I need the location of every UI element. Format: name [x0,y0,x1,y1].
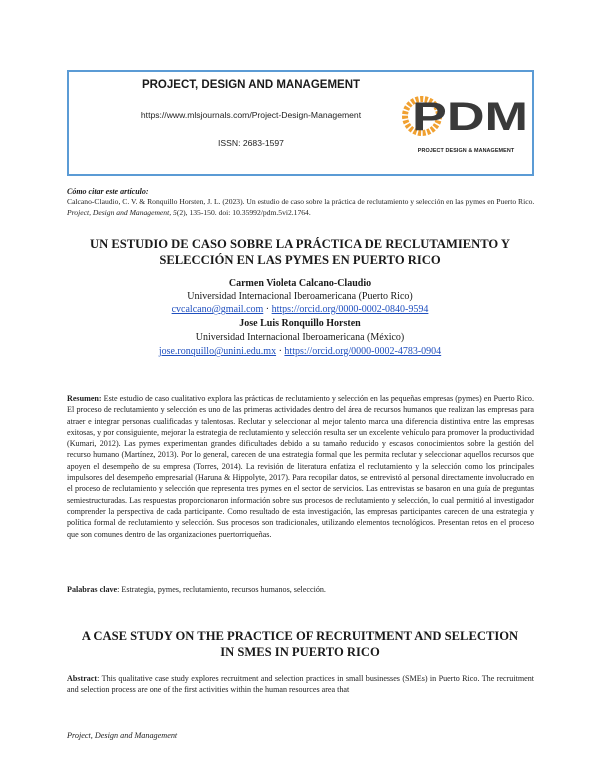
citation-journal: Project, Design and Management, 5 [67,208,177,217]
logo-tagline: PROJECT DESIGN & MANAGEMENT [417,148,515,154]
author-email-2[interactable]: jose.ronquillo@unini.edu.mx [158,346,277,357]
citation-text-a: Calcano-Claudio, C. V. & Ronquillo Horsten, J. L. (2023). Un estudio de caso sobre la práctica de reclutamiento y selección en las pymes en Puerto Rico. [67,197,535,206]
author-affiliation-1: Universidad Internacional Iberoamericana (Puerto Rico) [187,291,413,302]
journal-title: PROJECT, DESIGN AND MANAGEMENT [141,79,361,91]
author-links-1 [60,304,540,315]
keywords-label: Palabras clave [67,585,118,594]
author-email-1[interactable]: cvcalcano@gmail.com [171,304,264,315]
author-orcid-1[interactable]: https://orcid.org/0000-0002-0840-9594 [271,304,429,315]
author-affiliation-2: Universidad Internacional Iberoamericana (México) [195,332,405,343]
citation-text [67,196,535,218]
page-footer: Project, Design and Management [67,731,178,740]
author-separator-1: · [263,304,272,315]
author-name-1: Carmen Violeta Calcano-Claudio [228,278,372,289]
keywords [67,584,534,595]
author-name-2: Jose Luis Ronquillo Horsten [239,318,361,329]
logo-text: PDM [412,95,528,139]
citation-label: Cómo citar este artículo: [67,187,149,196]
author-orcid-2[interactable]: https://orcid.org/0000-0002-4783-0904 [284,346,442,357]
abstract-en [67,673,534,696]
article-title-es: UN ESTUDIO DE CASO SOBRE LA PRÁCTICA DE RECLUTAMIENTO Y SELECCIÓN EN LAS PYMES EN PUERTO RICO [90,237,510,267]
keywords-text: : Estrategia, pymes, reclutamiento, recursos humanos, selección. [117,585,326,594]
abstract-es [67,393,534,540]
citation-text-b: (2), 135-150. doi: 10.35992/pdm.5vi2.1764. [176,208,311,217]
abstract-es-label: Resumen: [67,394,102,403]
abstract-en-label: Abstract [67,674,98,683]
author-links-2 [60,346,540,357]
journal-issn: ISSN: 2683-1597 [218,138,284,148]
abstract-es-text: Este estudio de caso cualitativo explora las prácticas de reclutamiento y selección en las pequeñas empresas (pymes) en Puerto Rico. El proceso de reclutamiento y selección es uno de las primeras actividades dentro del área de recursos humanos que realizan las empresas para atraer e integrar personas cualificadas y talentosas. Reclutar y seleccionar al mejor talento marca una diferencia distintiva entre las empresas exitosas, y por consiguiente, mejorar la estrategia de reclutamiento y selección resulta ser un excelente vehículo para promover la productividad (Kumari, 2012). Las pymes experimentan grandes dificultades debido a su tamaño reducido y escasos conocimientos sobre la gestión del recurso humano (Martínez, 2013). Por lo general, carecen de una estrategia formal que les permita reclutar y seleccionar aquellos recursos que apoyen el desempeño de su empresa (Torres, 2014). La revisión de literatura enfatiza el reclutamiento y la selección como los principales impulsores del desempeño empresarial (Haruna & Hippolyte, 2017). Para recopilar datos, se entrevistó al personal directamente involucrado en el proceso de reclutamiento y selección que representa tres pymes en el sector de servicios. Las entrevistas se basaron en una guía de preguntas semiestructuradas. Las respuestas proporcionaron información sobre sus procesos de reclutamiento y selección, lo cual permitió al investigador comprender la perspectiva de cada participante. Como resultado de esta investigación, las empresas participantes carecen de una estrategia y política formal de reclutamiento y selección. Sus procesos son tradicionales, utilizando elementos tecnológicos. Presentan retos en el proceso que son comunes dentro de las organizaciones puertorriqueñas. [67,394,534,539]
abstract-en-text: : This qualitative case study explores recruitment and selection practices in small businesses (SMEs) in Puerto Rico. The recruitment and selection process are one of the first activities within the human resources area that [67,674,534,695]
article-title-en: A CASE STUDY ON THE PRACTICE OF RECRUITMENT AND SELECTION IN SMES IN PUERTO RICO [81,629,519,659]
author-separator-2: · [276,346,285,357]
journal-url[interactable]: https://www.mlsjournals.com/Project-Design-Management [140,110,362,120]
